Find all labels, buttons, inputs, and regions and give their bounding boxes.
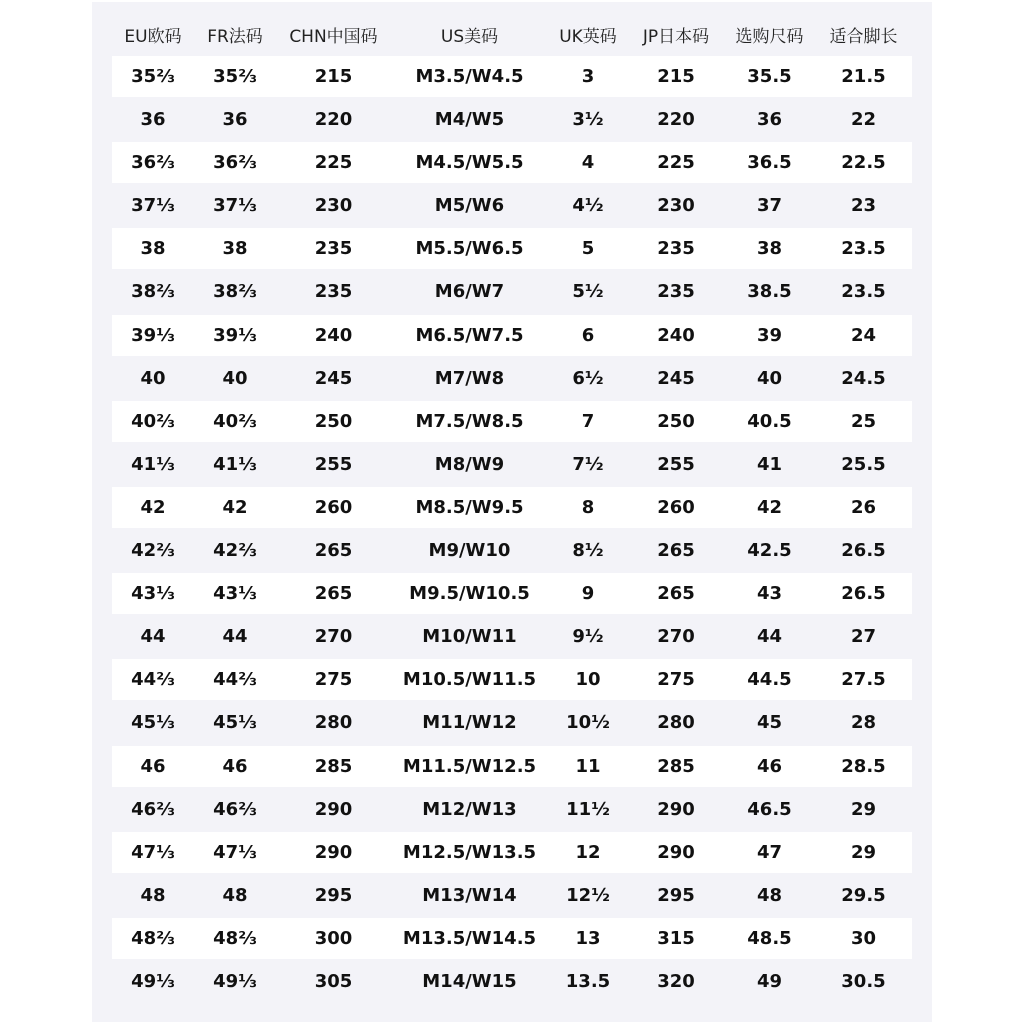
table-row: [112, 961, 912, 1002]
cell-foot-length: 27: [850, 626, 877, 648]
header-jp-size: JP日本码: [642, 26, 710, 47]
cell-us-size: M9.5/W10.5: [409, 583, 530, 605]
cell-uk-size: 8: [581, 496, 595, 518]
table-row: [112, 573, 912, 614]
header-eu-size: EU欧码: [124, 26, 182, 47]
cell-eu-size: 36⅔: [131, 152, 175, 174]
cell-uk-size: 9½: [572, 626, 604, 648]
cell-foot-length: 28.5: [841, 755, 886, 777]
cell-chn-size: 260: [314, 496, 353, 518]
cell-uk-size: 13.5: [565, 970, 611, 992]
cell-foot-length: 27.5: [841, 669, 886, 691]
cell-chn-size: 265: [314, 540, 353, 562]
cell-uk-size: 6½: [572, 367, 604, 389]
table-row: [112, 99, 912, 140]
cell-uk-size: 10: [575, 669, 601, 691]
cell-jp-size: 240: [657, 324, 695, 346]
table-row: [112, 659, 912, 700]
cell-fr-size: 40: [222, 367, 248, 389]
cell-eu-size: 40: [140, 367, 166, 389]
cell-selected-size: 40.5: [747, 410, 792, 432]
cell-us-size: M12/W13: [422, 798, 517, 820]
cell-us-size: M10/W11: [422, 626, 517, 648]
cell-uk-size: 7: [581, 410, 595, 432]
cell-us-size: M7.5/W8.5: [415, 410, 524, 432]
cell-fr-size: 42: [222, 496, 248, 518]
table-row: [112, 616, 912, 657]
cell-us-size: M14/W15: [422, 970, 517, 992]
cell-selected-size: 44: [756, 626, 783, 648]
cell-us-size: M6/W7: [434, 281, 505, 303]
cell-us-size: M9/W10: [428, 540, 511, 562]
cell-fr-size: 41⅓: [213, 453, 257, 475]
cell-selected-size: 37: [756, 195, 783, 217]
table-row: [112, 444, 912, 485]
cell-fr-size: 35⅔: [213, 66, 257, 87]
cell-fr-size: 46: [222, 755, 248, 777]
cell-uk-size: 9: [581, 583, 595, 605]
cell-jp-size: 275: [657, 669, 695, 691]
cell-jp-size: 270: [657, 626, 695, 648]
cell-eu-size: 49⅓: [131, 970, 175, 992]
cell-uk-size: 13: [575, 927, 601, 949]
cell-fr-size: 44: [222, 626, 248, 648]
cell-eu-size: 42⅔: [131, 540, 175, 562]
cell-fr-size: 47⅓: [213, 841, 257, 863]
cell-chn-size: 235: [314, 281, 353, 303]
cell-selected-size: 46.5: [747, 798, 792, 820]
cell-uk-size: 3½: [572, 109, 604, 131]
cell-foot-length: 24: [850, 324, 877, 346]
cell-eu-size: 48⅔: [131, 927, 175, 949]
cell-foot-length: 22.5: [841, 152, 886, 174]
cell-us-size: M13.5/W14.5: [402, 927, 537, 949]
cell-eu-size: 46: [140, 755, 166, 777]
cell-jp-size: 320: [657, 970, 695, 992]
cell-foot-length: 29: [850, 841, 877, 863]
cell-uk-size: 5½: [572, 281, 604, 303]
cell-uk-size: 12½: [566, 884, 610, 906]
cell-chn-size: 240: [314, 324, 353, 346]
cell-selected-size: 39: [756, 324, 783, 346]
table-row: [112, 185, 912, 226]
cell-uk-size: 10½: [566, 712, 610, 734]
cell-us-size: M12.5/W13.5: [402, 841, 537, 863]
table-row: [112, 142, 912, 183]
table-row: [112, 315, 912, 356]
cell-foot-length: 29.5: [841, 884, 886, 906]
cell-jp-size: 285: [657, 755, 695, 777]
cell-chn-size: 220: [314, 109, 353, 131]
cell-eu-size: 47⅓: [131, 841, 175, 863]
cell-us-size: M11/W12: [422, 712, 517, 734]
cell-foot-length: 26.5: [841, 540, 886, 562]
cell-uk-size: 5: [581, 238, 595, 260]
cell-chn-size: 280: [314, 712, 353, 734]
cell-eu-size: 48: [140, 884, 166, 906]
cell-fr-size: 45⅓: [213, 712, 257, 734]
cell-chn-size: 250: [314, 410, 353, 432]
cell-jp-size: 295: [657, 884, 695, 906]
cell-fr-size: 43⅓: [213, 583, 257, 605]
cell-foot-length: 25.5: [841, 453, 886, 475]
cell-eu-size: 40⅔: [131, 410, 175, 432]
table-row: [112, 832, 912, 873]
cell-selected-size: 44.5: [747, 669, 792, 691]
cell-foot-length: 26.5: [841, 583, 886, 605]
cell-jp-size: 225: [657, 152, 695, 174]
cell-us-size: M10.5/W11.5: [402, 669, 537, 691]
cell-fr-size: 37⅓: [213, 195, 257, 217]
table-row: [112, 746, 912, 787]
cell-foot-length: 29: [850, 798, 877, 820]
cell-fr-size: 48⅔: [213, 927, 257, 949]
cell-jp-size: 265: [657, 540, 695, 562]
cell-chn-size: 295: [314, 884, 353, 906]
cell-fr-size: 39⅓: [213, 324, 257, 346]
cell-fr-size: 48: [222, 884, 248, 906]
cell-fr-size: 42⅔: [213, 540, 257, 562]
header-foot-length: 适合脚长: [829, 26, 898, 47]
cell-eu-size: 38: [140, 238, 166, 260]
cell-uk-size: 4½: [572, 195, 604, 217]
header-uk-size: UK英码: [559, 26, 617, 47]
cell-chn-size: 290: [314, 841, 353, 863]
table-row: [112, 358, 912, 399]
cell-jp-size: 290: [657, 798, 695, 820]
cell-eu-size: 38⅔: [131, 281, 175, 303]
table-row: [112, 228, 912, 269]
cell-us-size: M8.5/W9.5: [415, 496, 524, 518]
cell-eu-size: 35⅔: [131, 66, 175, 87]
cell-eu-size: 44: [140, 626, 166, 648]
cell-foot-length: 22: [850, 109, 877, 131]
cell-eu-size: 36: [140, 109, 166, 131]
cell-selected-size: 38: [756, 238, 783, 260]
cell-eu-size: 37⅓: [131, 195, 175, 217]
header-chn-size: CHN中国码: [289, 26, 378, 47]
cell-selected-size: 46: [756, 755, 783, 777]
cell-selected-size: 42: [756, 496, 783, 518]
cell-us-size: M11.5/W12.5: [402, 755, 537, 777]
cell-chn-size: 275: [314, 669, 353, 691]
cell-jp-size: 260: [657, 496, 695, 518]
cell-eu-size: 45⅓: [131, 712, 175, 734]
cell-foot-length: 30.5: [841, 970, 886, 992]
cell-selected-size: 49: [756, 970, 783, 992]
cell-fr-size: 38⅔: [213, 281, 257, 303]
cell-selected-size: 36.5: [747, 152, 792, 174]
cell-fr-size: 49⅓: [213, 970, 257, 992]
cell-jp-size: 230: [657, 195, 695, 217]
cell-selected-size: 35.5: [747, 66, 792, 87]
cell-us-size: M4.5/W5.5: [415, 152, 524, 174]
cell-foot-length: 25: [850, 410, 877, 432]
cell-jp-size: 255: [657, 453, 695, 475]
cell-uk-size: 7½: [572, 453, 604, 475]
cell-jp-size: 250: [657, 410, 695, 432]
table-row: [112, 487, 912, 528]
cell-us-size: M6.5/W7.5: [415, 324, 524, 346]
cell-chn-size: 235: [314, 238, 353, 260]
cell-eu-size: 44⅔: [131, 669, 175, 691]
cell-us-size: M3.5/W4.5: [415, 66, 524, 87]
cell-foot-length: 24.5: [841, 367, 886, 389]
cell-foot-length: 21.5: [841, 66, 886, 87]
cell-foot-length: 23.5: [841, 238, 886, 260]
cell-foot-length: 28: [850, 712, 877, 734]
cell-fr-size: 44⅔: [213, 669, 257, 691]
table-row: [112, 271, 912, 312]
header-selected-size: 选购尺码: [735, 26, 804, 47]
cell-fr-size: 36: [222, 109, 248, 131]
cell-uk-size: 4: [581, 152, 595, 174]
cell-selected-size: 41: [756, 453, 783, 475]
table-row: [112, 789, 912, 830]
cell-chn-size: 270: [314, 626, 353, 648]
table-row: [112, 401, 912, 442]
cell-uk-size: 12: [575, 841, 601, 863]
cell-selected-size: 48.5: [747, 927, 792, 949]
cell-fr-size: 40⅔: [213, 410, 257, 432]
cell-jp-size: 215: [657, 66, 695, 87]
cell-eu-size: 42: [140, 496, 166, 518]
cell-eu-size: 41⅓: [131, 453, 175, 475]
cell-fr-size: 36⅔: [213, 152, 257, 174]
cell-fr-size: 46⅔: [213, 798, 257, 820]
cell-selected-size: 36: [756, 109, 783, 131]
cell-us-size: M7/W8: [434, 367, 505, 389]
cell-chn-size: 290: [314, 798, 353, 820]
cell-jp-size: 265: [657, 583, 695, 605]
cell-eu-size: 43⅓: [131, 583, 175, 605]
cell-chn-size: 255: [314, 453, 353, 475]
cell-selected-size: 48: [756, 884, 783, 906]
table-row: [112, 530, 912, 571]
cell-jp-size: 235: [657, 238, 695, 260]
size-table-body: [112, 56, 912, 1004]
cell-jp-size: 235: [657, 281, 695, 303]
table-row: [112, 918, 912, 959]
cell-jp-size: 290: [657, 841, 695, 863]
cell-selected-size: 45: [756, 712, 783, 734]
cell-selected-size: 40: [756, 367, 783, 389]
cell-jp-size: 245: [657, 367, 695, 389]
cell-jp-size: 315: [657, 927, 695, 949]
header-fr-size: FR法码: [207, 26, 263, 47]
cell-selected-size: 43: [756, 583, 783, 605]
cell-chn-size: 230: [314, 195, 353, 217]
cell-eu-size: 39⅓: [131, 324, 175, 346]
cell-selected-size: 38.5: [747, 281, 792, 303]
cell-jp-size: 220: [657, 109, 695, 131]
cell-jp-size: 280: [657, 712, 695, 734]
cell-uk-size: 6: [581, 324, 595, 346]
cell-chn-size: 285: [314, 755, 353, 777]
table-row: [112, 875, 912, 916]
cell-us-size: M5/W6: [434, 195, 505, 217]
table-row: [112, 56, 912, 97]
cell-foot-length: 26: [850, 496, 877, 518]
cell-foot-length: 30: [850, 927, 877, 949]
cell-uk-size: 3: [581, 66, 595, 87]
cell-chn-size: 225: [314, 152, 353, 174]
cell-us-size: M8/W9: [434, 453, 505, 475]
header-us-size: US美码: [440, 26, 499, 47]
cell-chn-size: 245: [314, 367, 353, 389]
cell-selected-size: 47: [756, 841, 783, 863]
table-row: [112, 702, 912, 743]
cell-uk-size: 11½: [566, 798, 610, 820]
cell-selected-size: 42.5: [747, 540, 792, 562]
cell-eu-size: 46⅔: [131, 798, 175, 820]
cell-us-size: M5.5/W6.5: [415, 238, 524, 260]
cell-chn-size: 305: [314, 970, 353, 992]
cell-uk-size: 11: [575, 755, 601, 777]
cell-us-size: M13/W14: [422, 884, 517, 906]
cell-chn-size: 215: [314, 66, 353, 87]
cell-us-size: M4/W5: [434, 109, 505, 131]
cell-foot-length: 23: [850, 195, 877, 217]
cell-foot-length: 23.5: [841, 281, 886, 303]
table-header: [112, 12, 912, 56]
cell-uk-size: 8½: [572, 540, 604, 562]
cell-chn-size: 300: [314, 927, 353, 949]
cell-fr-size: 38: [222, 238, 248, 260]
cell-chn-size: 265: [314, 583, 353, 605]
